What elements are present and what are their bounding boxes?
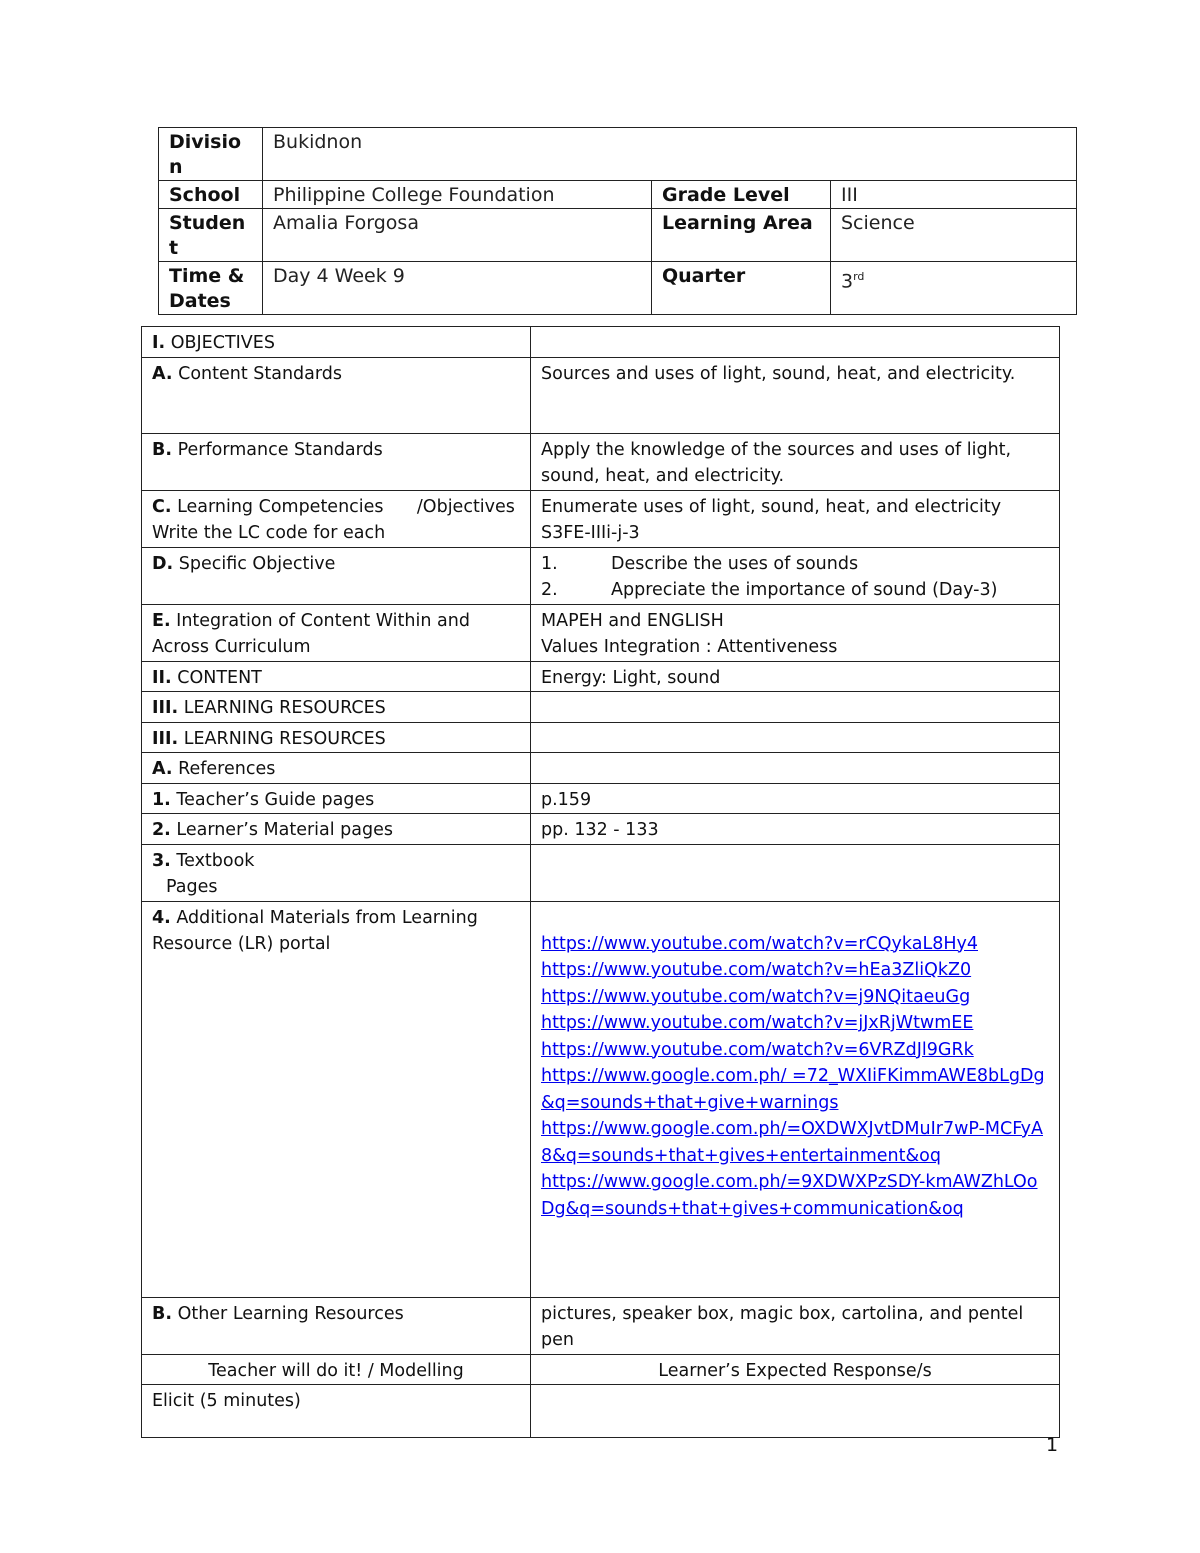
list-item: 1. Describe the uses of sounds xyxy=(541,553,859,574)
content-value: Energy: Light, sound xyxy=(531,661,1060,692)
time-dates-value: Day 4 Week 9 xyxy=(263,262,652,315)
content-standards-value: Sources and uses of light, sound, heat, and electricity. xyxy=(531,357,1060,433)
learning-competencies-label: C. Learning Competencies /Objectives Write the LC code for each xyxy=(142,490,531,547)
student-value: Amalia Forgosa xyxy=(263,209,652,262)
school-label: School xyxy=(159,181,263,209)
resource-link[interactable]: https://www.google.com.ph/ =72_WXIiFKimmAWE8bLgDg&q=sounds+that+give+warnings xyxy=(541,1066,1045,1113)
teachers-guide-label: 1. Teacher’s Guide pages xyxy=(142,783,531,814)
integration-value: MAPEH and ENGLISH Values Integration : Attentiveness xyxy=(531,604,1060,661)
quarter-value xyxy=(831,262,1077,315)
learners-material-value: pp. 132 - 133 xyxy=(531,814,1060,845)
division-value: Bukidnon xyxy=(263,128,1077,181)
resource-link[interactable]: https://www.youtube.com/watch?v=jJxRjWtwmEE xyxy=(541,1013,974,1033)
lesson-plan-table xyxy=(141,326,1060,1438)
learning-area-value: Science xyxy=(831,209,1077,262)
empty-cell xyxy=(531,1385,1060,1438)
performance-standards-label: B. Performance Standards xyxy=(142,433,531,490)
textbook-label: 3. Textbook Pages xyxy=(142,844,531,901)
specific-objective-list xyxy=(531,547,1060,604)
resource-link[interactable]: https://www.google.com.ph/=OXDWXJvtDMuIr7wP-MCFyA8&q=sounds+that+gives+entertainment&oq xyxy=(541,1119,1043,1166)
learning-competencies-value: Enumerate uses of light, sound, heat, and electricity S3FE-IIIi-j-3 xyxy=(531,490,1060,547)
grade-level-label: Grade Level xyxy=(652,181,831,209)
integration-label: E. Integration of Content Within and Across Curriculum xyxy=(142,604,531,661)
resource-link[interactable]: https://www.youtube.com/watch?v=j9NQitaeuGg xyxy=(541,986,971,1007)
empty-cell xyxy=(531,692,1060,723)
elicit-label: Elicit (5 minutes) xyxy=(142,1385,531,1438)
references-label: A. References xyxy=(142,753,531,784)
other-resources-label: B. Other Learning Resources xyxy=(142,1297,531,1354)
performance-standards-value: Apply the knowledge of the sources and uses of light, sound, heat, and electricity. xyxy=(531,433,1060,490)
resource-link[interactable]: https://www.youtube.com/watch?v=rCQykaL8Hy4 xyxy=(541,933,978,954)
content-standards-label: A. Content Standards xyxy=(142,357,531,433)
student-label: Student xyxy=(159,209,263,262)
learning-area-label: Learning Area xyxy=(652,209,831,262)
quarter-number: 3 xyxy=(841,270,854,293)
time-dates-label: Time & Dates xyxy=(159,262,263,315)
additional-materials-label: 4. Additional Materials from Learning Resource (LR) portal xyxy=(142,901,531,1297)
quarter-label: Quarter xyxy=(652,262,831,315)
empty-cell xyxy=(531,844,1060,901)
content-label: II. CONTENT xyxy=(142,661,531,692)
additional-materials-links xyxy=(531,901,1060,1297)
resource-link[interactable]: https://www.youtube.com/watch?v=6VRZdJl9GRk xyxy=(541,1039,974,1060)
objectives-heading: I. OBJECTIVES xyxy=(142,327,531,358)
school-value: Philippine College Foundation xyxy=(263,181,652,209)
learners-material-label: 2. Learner’s Material pages xyxy=(142,814,531,845)
learner-column-header: Learner’s Expected Response/s xyxy=(531,1354,1060,1385)
division-label: Divisio n xyxy=(159,128,263,181)
empty-cell xyxy=(531,753,1060,784)
list-item: 2. Appreciate the importance of sound (Day-3) xyxy=(541,580,998,600)
resource-link[interactable]: https://www.youtube.com/watch?v=hEa3ZliQkZ0 xyxy=(541,960,972,980)
empty-cell xyxy=(531,722,1060,753)
objectives-value xyxy=(531,327,1060,358)
other-resources-value: pictures, speaker box, magic box, cartolina, and pentel pen xyxy=(531,1297,1060,1354)
resource-link[interactable]: https://www.google.com.ph/=9XDWXPzSDY-kmAWZhLOoDg&q=sounds+that+gives+communication&oq xyxy=(541,1172,1038,1219)
page-number: 1 xyxy=(1046,1434,1059,1456)
header-table xyxy=(158,127,1077,315)
specific-objective-label: D. Specific Objective xyxy=(142,547,531,604)
grade-level-value: III xyxy=(831,181,1077,209)
teachers-guide-value: p.159 xyxy=(531,783,1060,814)
teacher-column-header: Teacher will do it! / Modelling xyxy=(142,1354,531,1385)
learning-resources-heading: III. LEARNING RESOURCES xyxy=(142,692,531,723)
learning-resources-heading-2: III. LEARNING RESOURCES xyxy=(142,722,531,753)
quarter-suffix: rd xyxy=(853,270,865,283)
